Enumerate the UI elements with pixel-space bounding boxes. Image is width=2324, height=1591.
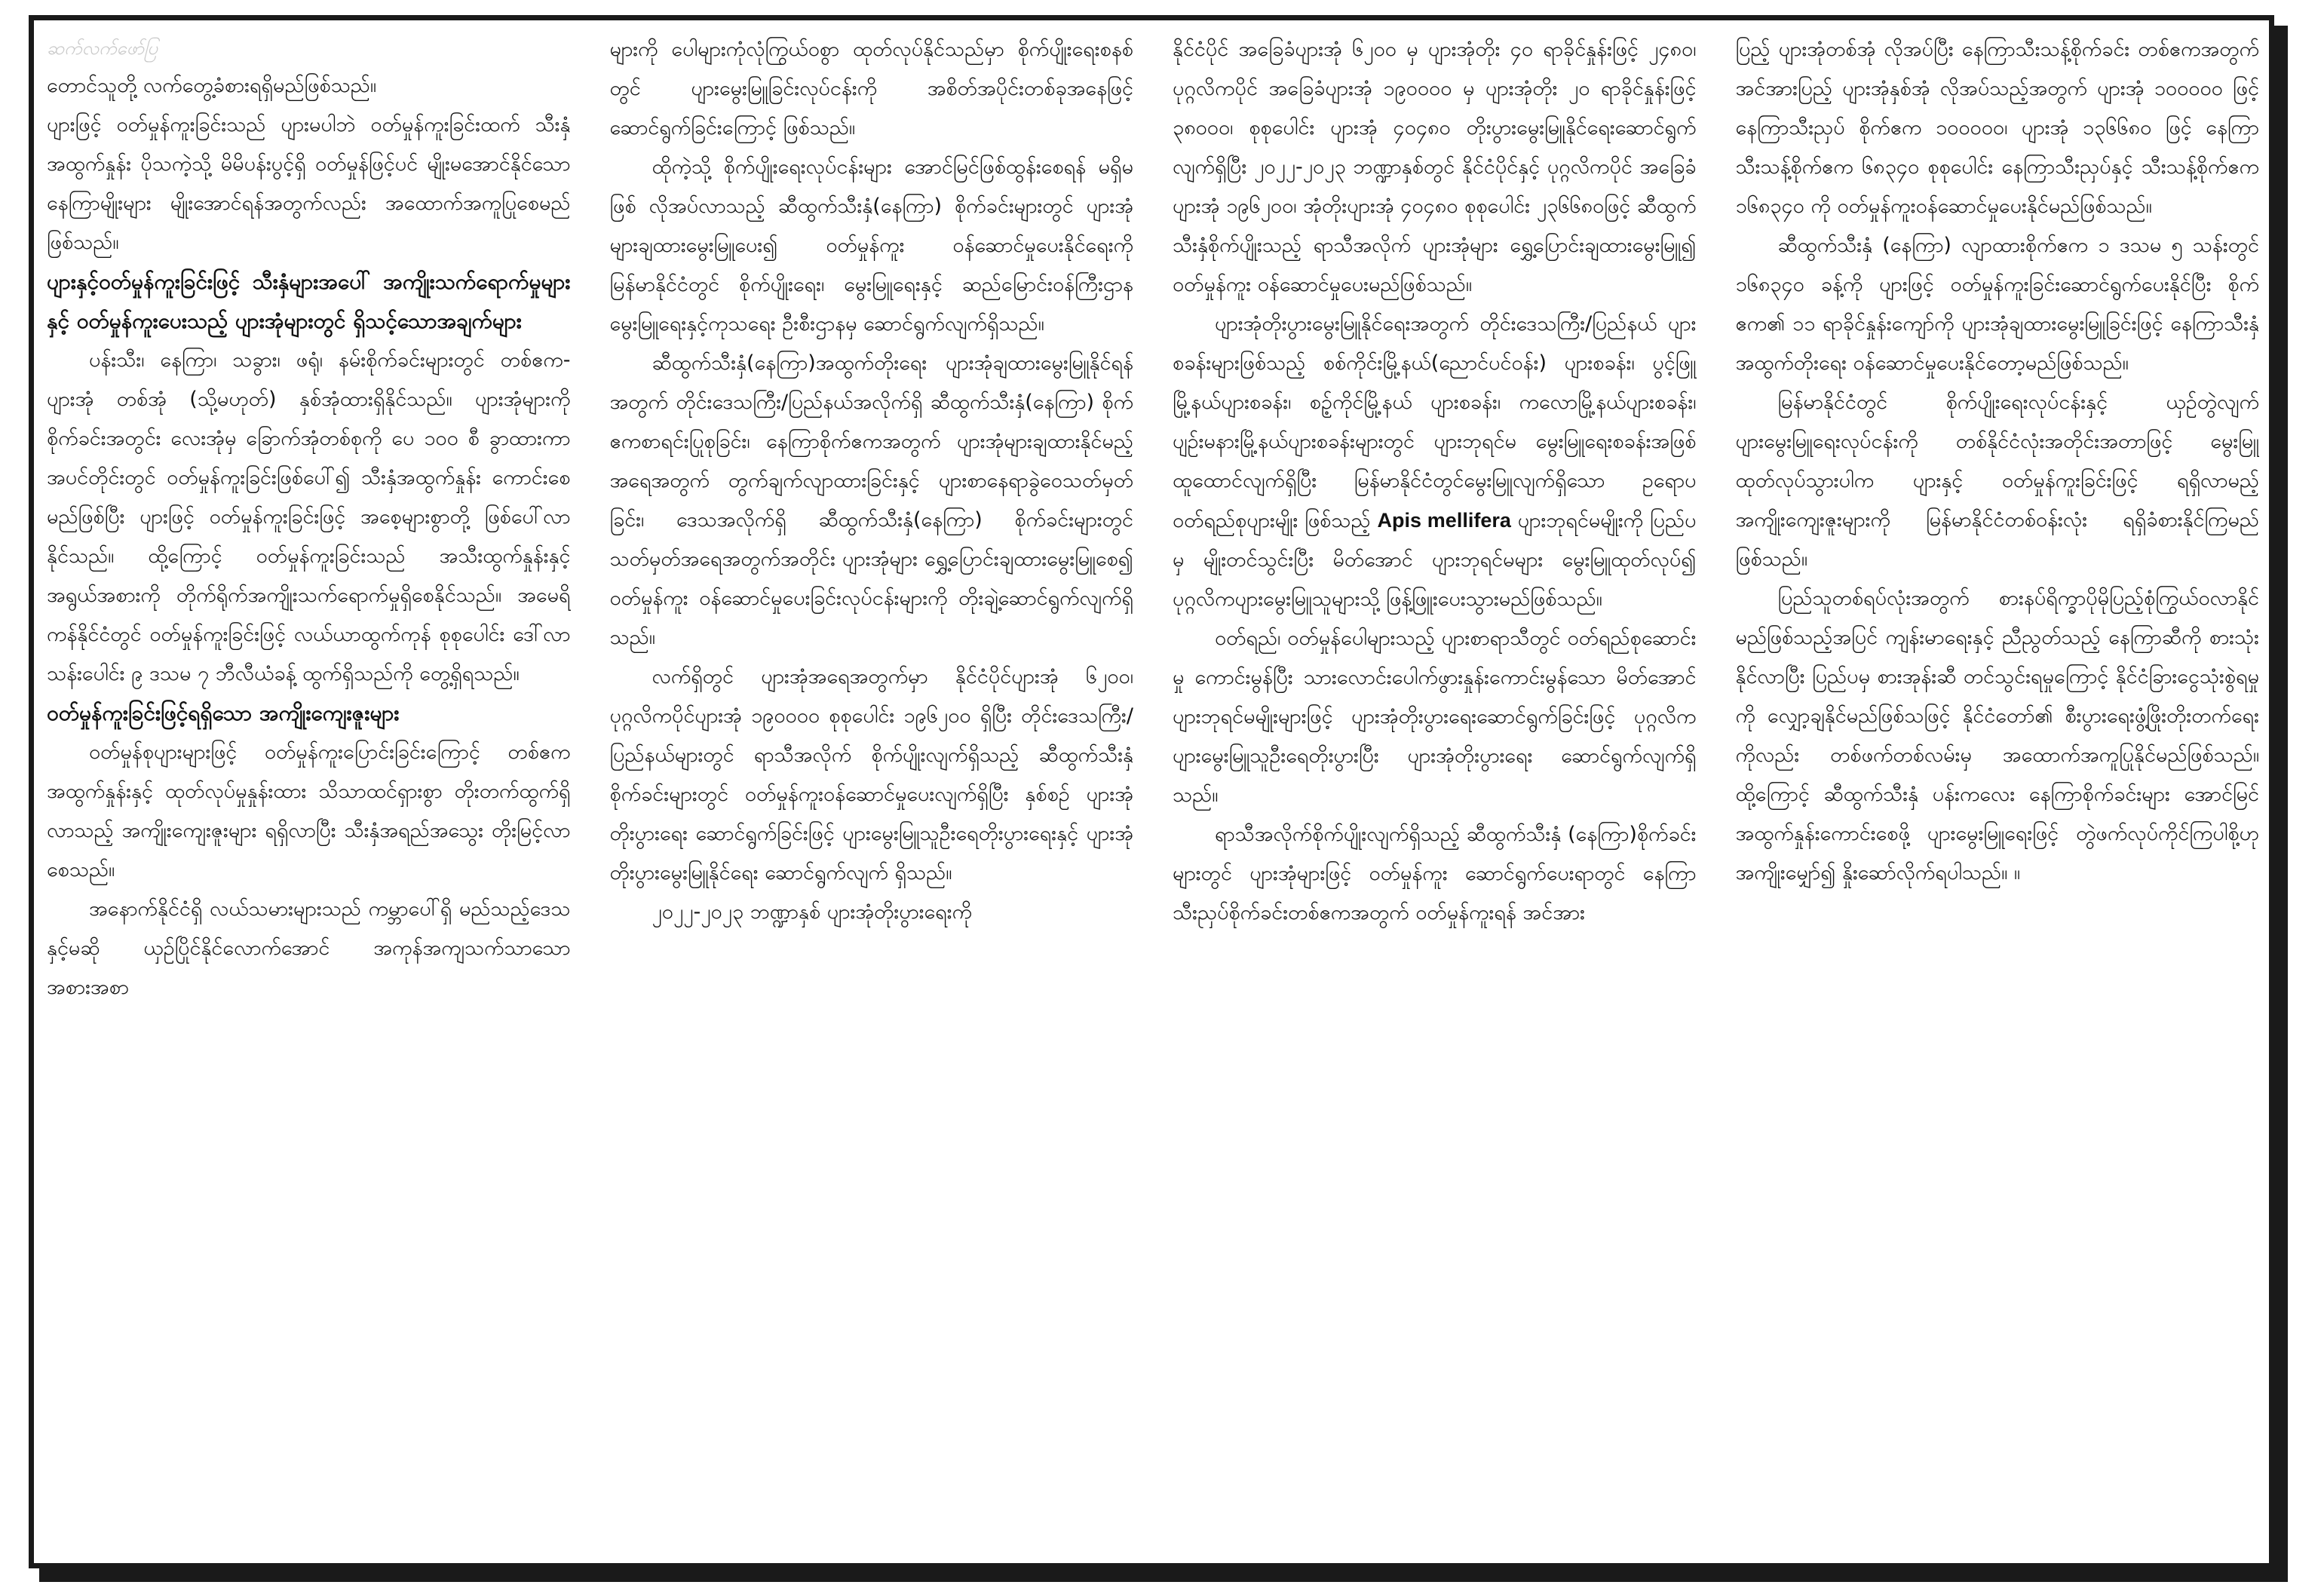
paragraph-text: ပျားအုံတိုးပွားမွေးမြူနိုင်ရေးအတွက် တိုင်းဒေသကြီး/ပြည်နယ် ပျားစခန်းများဖြစ်သည့် စစ်ကိုင်းမြို့နယ်(ညောင်ပင်ဝန်း) ပျားစခန်း၊ ပွင့်ဖြူမြို့နယ်ပျားစခန်း၊ စဉ့်ကိုင်မြို့နယ် ပျားစခန်း၊ ကလောမြို့နယ်ပျားစခန်း၊ ပျဉ်းမနားမြို့နယ်ပျားစခန်းများတွင် ပျားဘုရင်မ မွေးမြူရေးစခန်းအဖြစ် ထူထောင်လျက်ရှိပြီး မြန်မာနိုင်ငံတွင်မွေးမြူလျက်ရှိသော ဥရောပဝတ်ရည်စုပျားမျိုး ဖြစ်သည့် — [1173, 312, 1697, 532]
frame-shadow-bottom — [39, 1568, 2288, 1582]
paragraph: အနောက်နိုင်ငံရှိ လယ်သမားများသည် ကမ္ဘာပေါ်ရှိ မည်သည့်ဒေသနှင့်မဆို ယှဉ်ပြိုင်နိုင်လောက်အောင် အကုန်အကျသက်သာသော အစားအစာ — [47, 897, 571, 999]
paragraph: တောင်သူတို့ လက်တွေ့ခံစားရရှိမည်ဖြစ်သည်။ — [47, 74, 377, 97]
frame-shadow-right — [2274, 26, 2288, 1579]
section-heading: ဝတ်မှုန်ကူးခြင်းဖြင့်ရရှိသော အကျိုးကျေးဇူးများ — [47, 700, 400, 725]
paragraph: လက်ရှိတွင် ပျားအုံအရေအတွက်မှာ နိုင်ငံပိုင်ပျားအုံ ၆၂၀၀၊ ပုဂ္ဂလိကပိုင်ပျားအုံ ၁၉၀၀၀၀ စုစုပေါင်း ၁၉၆၂၀၀ ရှိပြီး တိုင်းဒေသကြီး/ပြည်နယ်များတွင် ရာသီအလိုက် စိုက်ပျိုးလျက်ရှိသည့် ဆီထွက်သီးနှံစိုက်ခင်းများတွင် ဝတ်မှုန်ကူးဝန်ဆောင်မှုပေးလျက်ရှိပြီး နှစ်စဉ် ပျားအုံတိုးပွားရေး ဆောင်ရွက်ခြင်းဖြင့် ပျားမွေးမြူသူဦးရေတိုးပွားရေးနှင့် ပျားအုံတိုးပွားမွေးမြူနိုင်ရေး ဆောင်ရွက်လျက် ရှိသည်။ — [609, 665, 1133, 884]
section-heading: ပျားနှင့်ဝတ်မှုန်ကူးခြင်းဖြင့် သီးနှံများအပေါ် အကျိုးသက်ရောက်မှုများနှင့် ဝတ်မှုန်ကူးပေးသည့် ပျားအုံများတွင် ရှိသင့်သောအချက်များ — [47, 269, 571, 333]
paragraph: ၂၀၂၂-၂၀၂၃ ဘဏ္ဍာနှစ် ပျားအုံတိုးပွားရေးကို — [652, 900, 973, 924]
paragraph: ရာသီအလိုက်စိုက်ပျိုးလျက်ရှိသည့် ဆီထွက်သီးနှံ (နေကြာ)စိုက်ခင်းများတွင် ပျားအုံများဖြင့် ဝတ်မှုန်ကူး ဆောင်ရွက်ပေးရာတွင် နေကြာသီးညှပ်စိုက်ခင်းတစ်ဧကအတွက် ဝတ်မှုန်ကူးရန် အင်အား — [1173, 823, 1697, 924]
paragraph: နိုင်ငံပိုင် အခြေခံပျားအုံ ၆၂၀၀ မှ ပျားအုံတိုး ၄၀ ရာခိုင်နှုန်းဖြင့် ၂၄၈၀၊ ပုဂ္ဂလိကပိုင် အခြေခံပျားအုံ ၁၉၀၀၀၀ မှ ပျားအုံတိုး ၂၀ ရာခိုင်နှုန်းဖြင့် ၃၈၀၀၀၊ စုစုပေါင်း ပျားအုံ ၄၀၄၈၀ တိုးပွားမွေးမြူနိုင်ရေးဆောင်ရွက်လျက်ရှိပြီး ၂၀၂၂-၂၀၂၃ ဘဏ္ဍာနှစ်တွင် နိုင်ငံပိုင်နှင့် ပုဂ္ဂလိကပိုင် အခြေခံပျားအုံ ၁၉၆၂၀၀၊ အုံတိုးပျားအုံ ၄၀၄၈၀ စုစုပေါင်း ၂၃၆၆၈၀ဖြင့် ဆီထွက်သီးနှံစိုက်ပျိုးသည့် ရာသီအလိုက် ပျားအုံများ ရွှေ့ပြောင်းချထားမွေးမြူ၍ ဝတ်မှုန်ကူး ဝန်ဆောင်မှုပေးမည်ဖြစ်သည်။ — [1173, 38, 1697, 296]
column-3 — [1173, 30, 1697, 1553]
paragraph: ပျားဖြင့် ဝတ်မှုန်ကူးခြင်းသည် ပျားမပါဘဲ ဝတ်မှုန်ကူးခြင်းထက် သီးနှံအထွက်နှုန်း ပိုသကဲ့သို့ မိမိပန်းပွင့်ရှိ ဝတ်မှုန်ဖြင့်ပင် မျိုးမအောင်နိုင်သော နေကြာမျိုးများ မျိုးအောင်ရန်အတွက်လည်း အထောက်အကူပြုစေမည်ဖြစ်သည်။ — [47, 113, 571, 254]
paragraph: ဆီထွက်သီးနှံ (နေကြာ) လျာထားစိုက်ဧက ၁ ဒသမ ၅ သန်းတွင် ၁၆၈၃၄၀ ခန့်ကို ပျားဖြင့် ဝတ်မှုန်ကူးခြင်းဆောင်ရွက်ပေးနိုင်ပြီး စိုက်ဧက၏ ၁၁ ရာခိုင်နှုန်းကျော်ကို ပျားအုံချထားမွေးမြူခြင်းဖြင့် နေကြာသီးနှံအထွက်တိုးရေး ဝန်ဆောင်မှုပေးနိုင်တော့မည်ဖြစ်သည်။ — [1735, 234, 2259, 375]
watermark-text: ဆက်လက်ဖော်ပြ — [47, 38, 158, 59]
paragraph: ထိုကဲ့သို့ စိုက်ပျိုးရေးလုပ်ငန်းများ အောင်မြင်ဖြစ်ထွန်းစေရန် မရှိမဖြစ် လိုအပ်လာသည့် ဆီထွက်သီးနှံ(နေကြာ) စိုက်ခင်းများတွင် ပျားအုံများချထားမွေးမြူပေး၍ ဝတ်မှုန်ကူး ဝန်ဆောင်မှုပေးနိုင်ရေးကို မြန်မာနိုင်ငံတွင် စိုက်ပျိုးရေး၊ မွေးမြူရေးနှင့် ဆည်မြောင်းဝန်ကြီးဌာန မွေးမြူရေးနှင့်ကုသရေး ဦးစီးဌာနမှ ဆောင်ရွက်လျက်ရှိသည်။ — [609, 155, 1133, 336]
column-2 — [610, 30, 1134, 1553]
column-1 — [47, 30, 571, 1553]
species-name: Apis mellifera — [1377, 509, 1511, 532]
paragraph: ပြည့် ပျားအုံတစ်အုံ လိုအပ်ပြီး နေကြာသီးသန့်စိုက်ခင်း တစ်ဧကအတွက် အင်အားပြည့် ပျားအုံနှစ်အုံ လိုအပ်သည့်အတွက် ပျားအုံ ၁၀၀၀၀၀ ဖြင့် နေကြာသီးညှပ် စိုက်ဧက ၁၀၀၀၀၀၊ ပျားအုံ ၁၃၆၆၈၀ ဖြင့် နေကြာသီးသန့်စိုက်ဧက ၆၈၃၄၀ စုစုပေါင်း နေကြာသီးညှပ်နှင့် သီးသန့်စိုက်ဧက ၁၆၈၃၄၀ ကို ဝတ်မှုန်ကူးဝန်ဆောင်မှုပေးနိုင်မည်ဖြစ်သည်။ — [1735, 38, 2259, 218]
paragraph-text: ပျားဘုရင်မမျိုးကို ပြည်ပမှ မျိုးတင်သွင်းပြီး မိတ်အောင် ပျားဘုရင်မများ မွေးမြူထုတ်လုပ်၍ ပုဂ္ဂလိကပျားမွေးမြူသူများသို့ ဖြန့်ဖြူးပေးသွားမည်ဖြစ်သည်။ — [1173, 509, 1697, 611]
paragraph: ပန်းသီး၊ နေကြာ၊ သခွား၊ ဖရုံ၊ နမ်းစိုက်ခင်းများတွင် တစ်ဧက-ပျားအုံ တစ်အုံ (သို့မဟုတ်) နှစ်အုံထားရှိနိုင်သည်။ ပျားအုံများကို စိုက်ခင်းအတွင်း လေးအုံမှ ခြောက်အုံတစ်စုကို ပေ ၁၀၀ စီ ခွာထားကာ အပင်တိုင်းတွင် ဝတ်မှုန်ကူးခြင်းဖြစ်ပေါ်၍ သီးနှံအထွက်နှုန်း ကောင်းစေမည်ဖြစ်ပြီး ပျားဖြင့် ဝတ်မှုန်ကူးခြင်းဖြင့် အစေ့များစွာတို့ ဖြစ်ပေါ်လာနိုင်သည်။ ထို့ကြောင့် ဝတ်မှုန်ကူးခြင်းသည် အသီးထွက်နှုန်းနှင့် အရွယ်အစားကို တိုက်ရိုက်အကျိုးသက်ရောက်မှုရှိစေနိုင်သည်။ အမေရိကန်နိုင်ငံတွင် ဝတ်မှုန်ကူးခြင်းဖြင့် လယ်ယာထွက်ကုန် စုစုပေါင်း ဒေါ်လာသန်းပေါင်း ၉ ဒသမ ၇ ဘီလီယံခန့် ထွက်ရှိသည်ကို တွေ့ရှိရသည်။ — [47, 348, 571, 685]
paragraph: မြန်မာနိုင်ငံတွင် စိုက်ပျိုးရေးလုပ်ငန်းနှင့် ယှဉ်တွဲလျက် ပျားမွေးမြူရေးလုပ်ငန်းကို တစ်နိုင်ငံလုံးအတိုင်းအတာဖြင့် မွေးမြူထုတ်လုပ်သွားပါက ပျားနှင့် ဝတ်မှုန်ကူးခြင်းဖြင့် ရရှိလာမည့်အကျိုးကျေးဇူးများကို မြန်မာနိုင်ငံတစ်ဝန်းလုံး ရရှိခံစားနိုင်ကြမည်ဖြစ်သည်။ — [1735, 391, 2259, 571]
paragraph: များကို ပေါများကုံလုံကြွယ်ဝစွာ ထုတ်လုပ်နိုင်သည်မှာ စိုက်ပျိုးရေးစနစ်တွင် ပျားမွေးမြူခြင်းလုပ်ငန်းကို အစိတ်အပိုင်းတစ်ခုအနေဖြင့် ဆောင်ရွက်ခြင်းကြောင့် ဖြစ်သည်။ — [609, 38, 1133, 139]
article-columns — [47, 30, 2259, 1553]
column-4 — [1736, 30, 2260, 1553]
paragraph: ပြည်သူတစ်ရပ်လုံးအတွက် စားနပ်ရိက္ခာပိုမိုပြည့်စုံကြွယ်ဝလာနိုင်မည်ဖြစ်သည့်အပြင် ကျန်းမာရေးနှင့် ညီညွတ်သည့် နေကြာဆီကို စားသုံးနိုင်လာပြီး ပြည်ပမှ စားအုန်းဆီ တင်သွင်းရမှုကြောင့် နိုင်ငံခြားငွေသုံးစွဲရမှုကို လျှော့ချနိုင်မည်ဖြစ်သဖြင့် နိုင်ငံတော်၏ စီးပွားရေးဖွံ့ဖြိုးတိုးတက်ရေးကိုလည်း တစ်ဖက်တစ်လမ်းမှ အထောက်အကူပြုနိုင်မည်ဖြစ်သည်။ ထို့ကြောင့် ဆီထွက်သီးနှံ ပန်းကလေး နေကြာစိုက်ခင်းများ အောင်မြင်အထွက်နှုန်းကောင်းစေဖို့ ပျားမွေးမြူရေးဖြင့် တွဲဖက်လုပ်ကိုင်ကြပါစို့ဟု အကျိုးမျှော်၍ နှိုးဆော်လိုက်ရပါသည်။ ။ — [1735, 587, 2259, 884]
paragraph: ဝတ်ရည်၊ ဝတ်မှုန်ပေါများသည့် ပျားစာရာသီတွင် ဝတ်ရည်စုဆောင်းမှု ကောင်းမွန်ပြီး သားလောင်းပေါက်ဖွားနှုန်းကောင်းမွန်သော မိတ်အောင်ပျားဘုရင်မမျိုးများဖြင့် ပျားအုံတိုးပွားရေးဆောင်ရွက်ခြင်းဖြင့် ပုဂ္ဂလိက ပျားမွေးမြူသူဦးရေတိုးပွားပြီး ပျားအုံတိုးပွားရေး ဆောင်ရွက်လျက်ရှိသည်။ — [1173, 627, 1697, 807]
paragraph: ဝတ်မှုန်စုပျားများဖြင့် ဝတ်မှုန်ကူးပြောင်းခြင်းကြောင့် တစ်ဧကအထွက်နှုန်းနှင့် ထုတ်လုပ်မှုနှုန်းထား သိသာထင်ရှားစွာ တိုးတက်ထွက်ရှိလာသည့် အကျိုးကျေးဇူးများ ရရှိလာပြီး သီးနှံအရည်အသွေး တိုးမြင့်လာစေသည်။ — [47, 740, 571, 881]
paragraph — [1173, 305, 1697, 619]
paragraph: ဆီထွက်သီးနှံ(နေကြာ)အထွက်တိုးရေး ပျားအုံချထားမွေးမြူနိုင်ရန်အတွက် တိုင်းဒေသကြီး/ပြည်နယ်အလိုက်ရှိ ဆီထွက်သီးနှံ(နေကြာ) စိုက်ဧကစာရင်းပြုစုခြင်း၊ နေကြာစိုက်ဧကအတွက် ပျားအုံများချထားနိုင်မည့် အရေအတွက် တွက်ချက်လျာထားခြင်းနှင့် ပျားစာနေရာခွဲဝေသတ်မှတ်ခြင်း၊ ဒေသအလိုက်ရှိ ဆီထွက်သီးနှံ(နေကြာ) စိုက်ခင်းများတွင် သတ်မှတ်အရေအတွက်အတိုင်း ပျားအုံများ ရွှေ့ပြောင်းချထားမွေးမြူစေ၍ ဝတ်မှုန်ကူး ဝန်ဆောင်မှုပေးခြင်းလုပ်ငန်းများကို တိုးချဲ့ဆောင်ရွက်လျက်ရှိသည်။ — [609, 351, 1133, 649]
